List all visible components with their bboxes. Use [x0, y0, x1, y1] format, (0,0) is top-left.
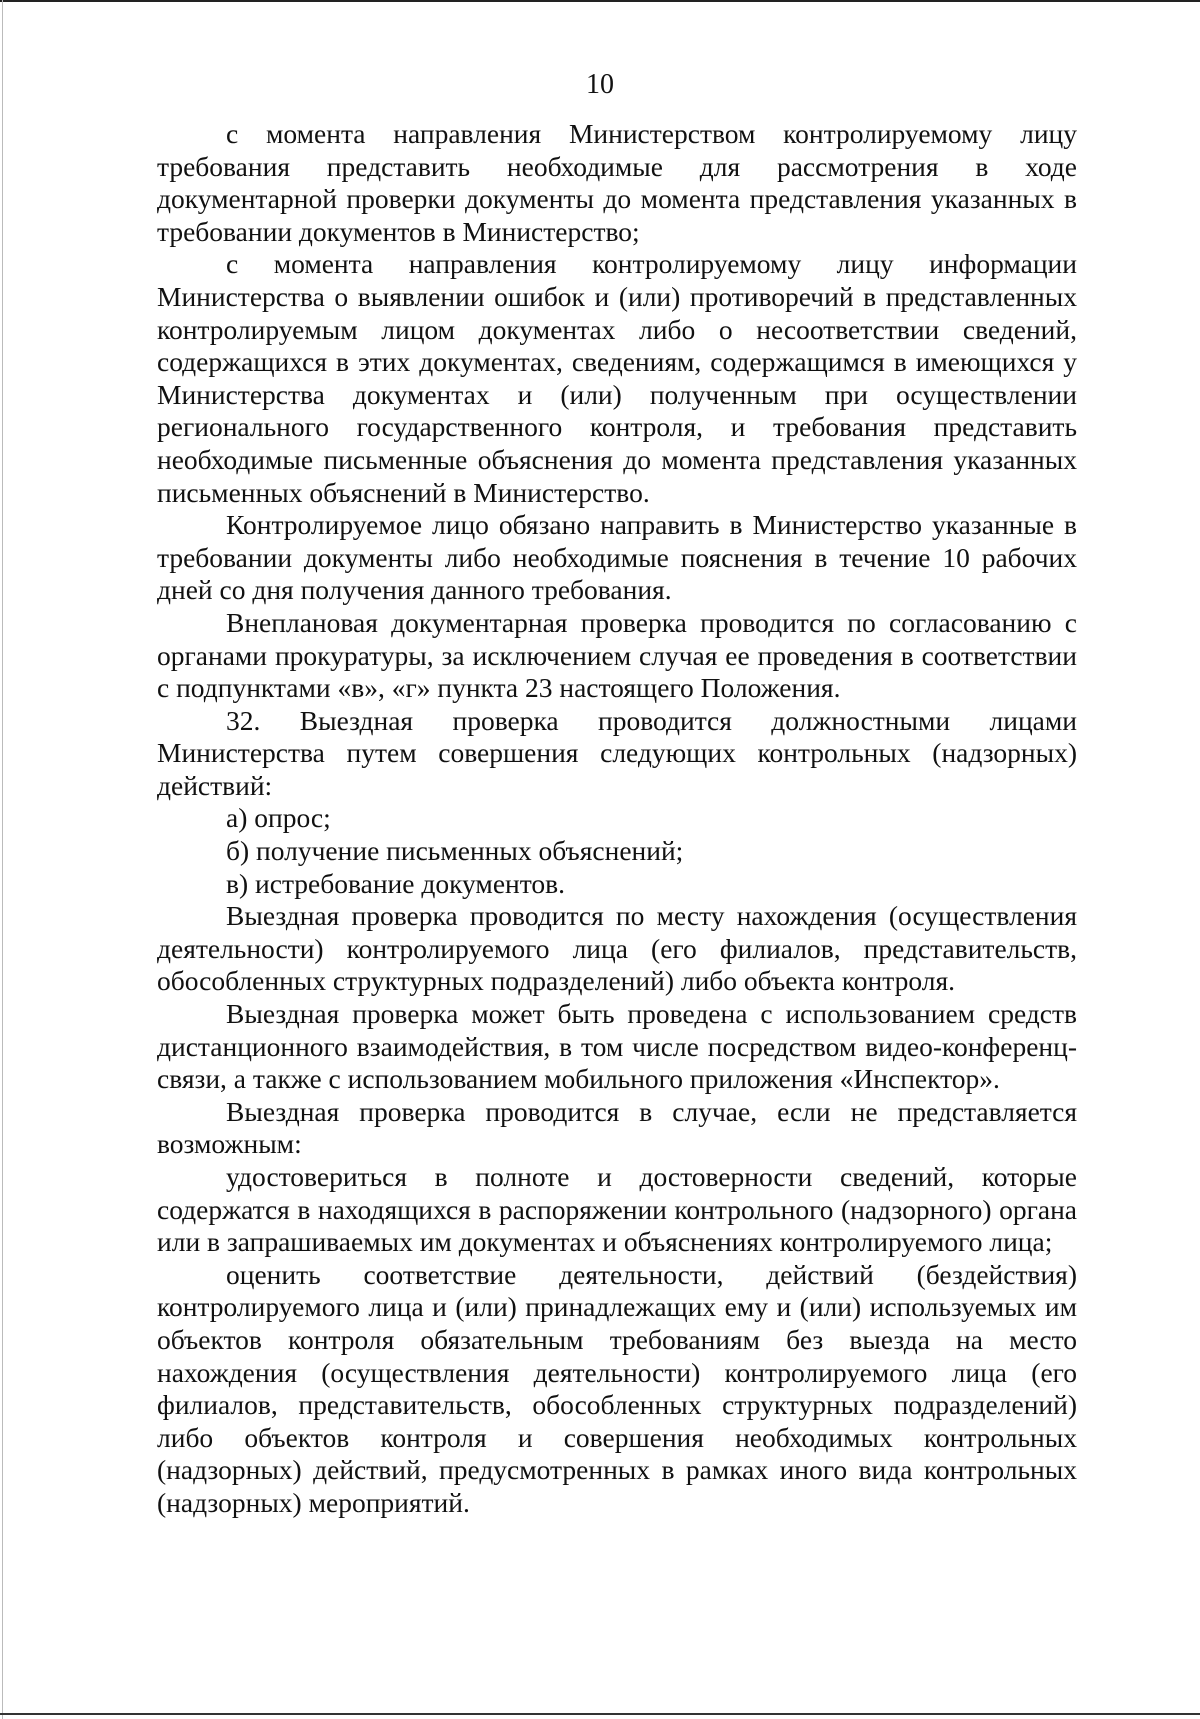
document-body — [157, 118, 1077, 1520]
paragraph: Внеплановая документарная проверка проводится по согласованию с органами прокуратуры, за исключением случая ее проведения в соответствии с подпунктами «в», «г» пункта 23 настоящего Положения. — [157, 606, 1077, 704]
paragraph: Выездная проверка проводится по месту нахождения (осуществления деятельности) контролируемого лица (его филиалов, представительств, обособленных структурных подразделений) либо объекта контроля. — [157, 900, 1077, 997]
scan-edge-left — [2, 0, 3, 1719]
list-item-written-explanations: б) получение письменных объяснений; — [226, 835, 684, 867]
paragraph: с момента направления Министерством контролируемому лицу требования представить необходимые для рассмотрения в ходе документарной проверки документы до момента представления указанных в требовании документов в Министерство; — [157, 118, 1077, 247]
scan-edge-bottom — [0, 1713, 1200, 1715]
paragraph: с момента направления контролируемому лицу информации Министерства о выявлении ошибок и (или) противоречий в представленных контролируемым лицом документах либо о несоответствии сведений, содержащихся в этих документах, сведениям, содержащимся в имеющихся у Министерства документах и (или) полученным при осуществлении регионального государственного контроля, и требования представить необходимые письменные объяснения до момента представления указанных письменных объяснений в Министерство. — [157, 248, 1077, 508]
list-item-interview: а) опрос; — [226, 802, 331, 834]
paragraph: Выездная проверка может быть проведена с использованием средств дистанционного взаимодействия, в том числе посредством видео-конференц-связи, а также с использованием мобильного приложения «Инспектор». — [157, 998, 1077, 1095]
section-32-paragraph: 32. Выездная проверка проводится должностными лицами Министерства путем совершения следующих контрольных (надзорных) действий: — [157, 704, 1077, 801]
scan-edge-top — [0, 0, 1200, 2]
paragraph: Выездная проверка проводится в случае, если не представляется возможным: — [157, 1095, 1077, 1160]
page-number: 10 — [586, 69, 614, 100]
paragraph: Контролируемое лицо обязано направить в Министерство указанные в требовании документы либо необходимые пояснения в течение 10 рабочих дней со дня получения данного требования. — [157, 509, 1077, 606]
paragraph: оценить соответствие деятельности, действий (бездействия) контролируемого лица и (или) принадлежащих ему и (или) используемых им объектов контроля обязательным требованиям без выезда на место нахождения (осуществления деятельности) контролируемого лица (его филиалов, представительств, обособленных структурных подразделений) либо объектов контроля и совершения необходимых контрольных (надзорных) действий, предусмотренных в рамках иного вида контрольных (надзорных) мероприятий. — [157, 1258, 1077, 1518]
paragraph: удостовериться в полноте и достоверности сведений, которые содержатся в находящихся в распоряжении контрольного (надзорного) органа или в запрашиваемых им документах и объяснениях контролируемого лица; — [157, 1161, 1077, 1258]
list-item-document-request: в) истребование документов. — [226, 867, 566, 899]
